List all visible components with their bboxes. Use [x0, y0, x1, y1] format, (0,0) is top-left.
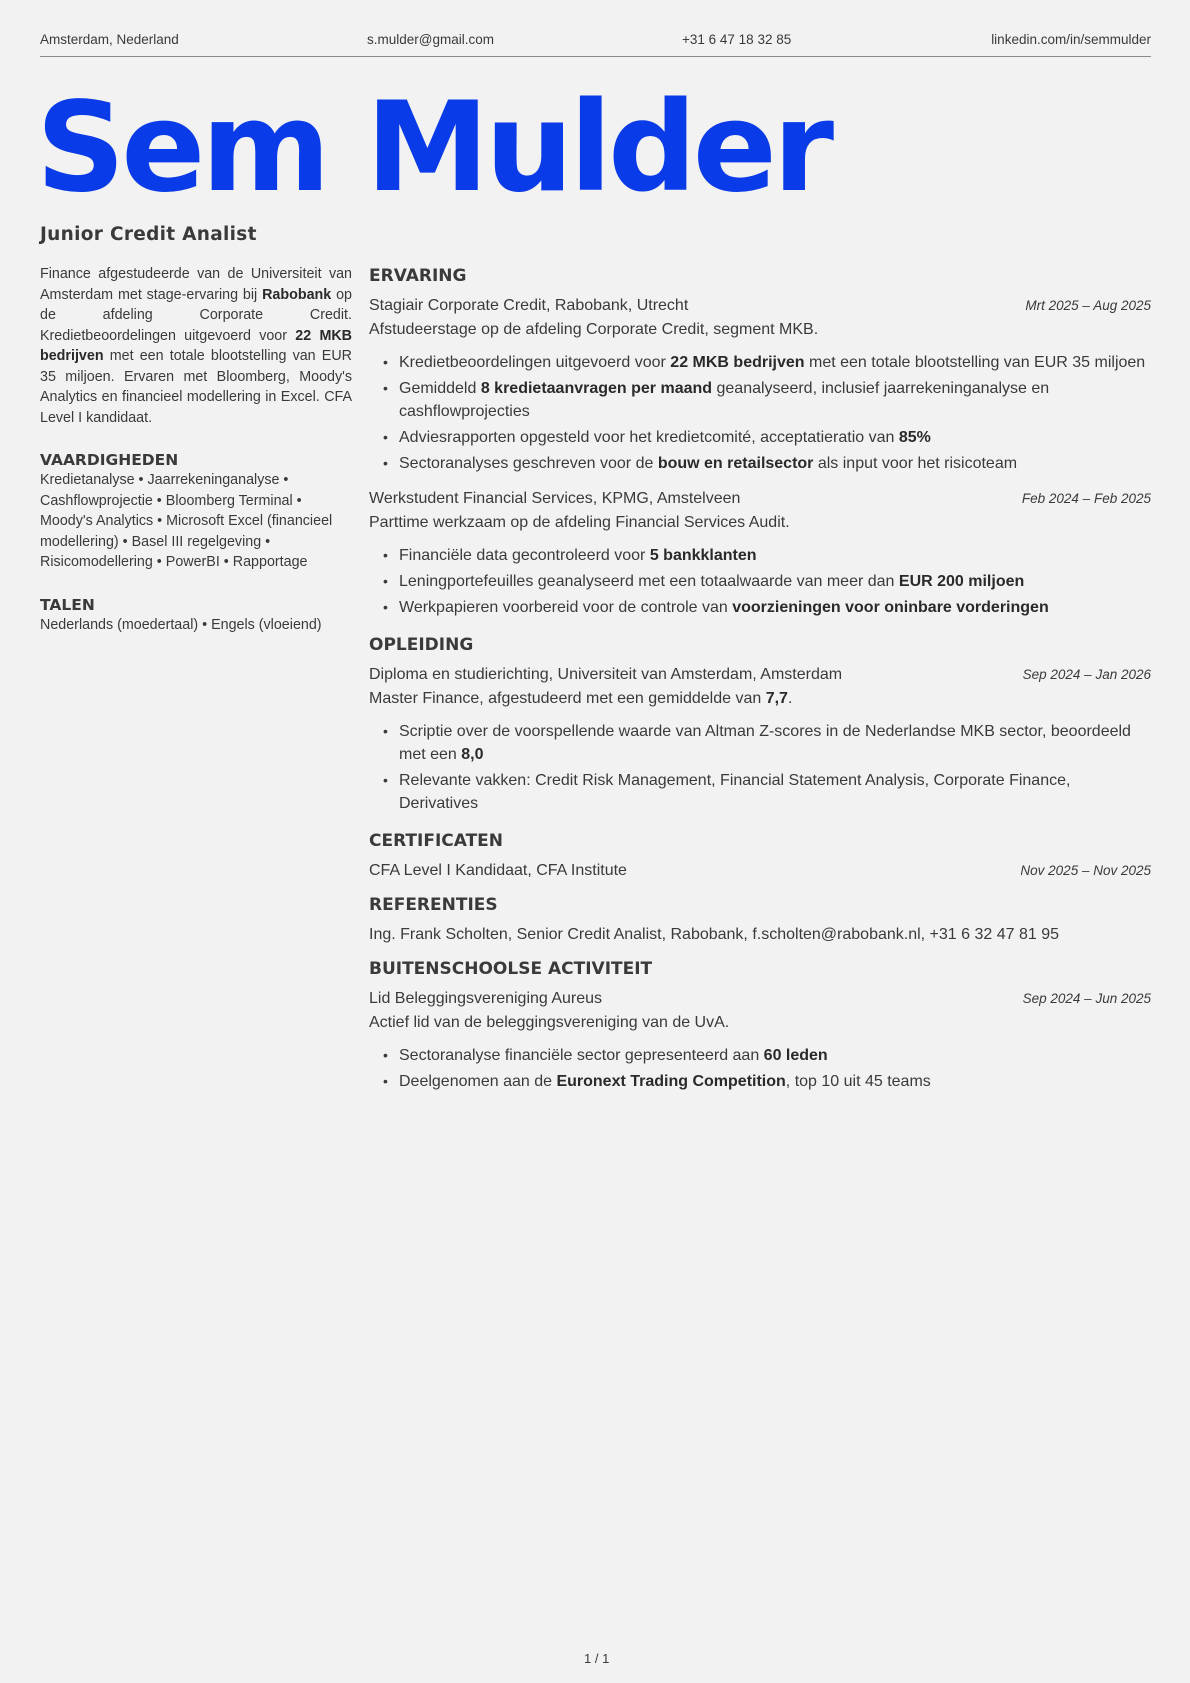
entry-heading: Lid Beleggingsvereniging Aureus	[369, 990, 603, 1007]
references-section	[369, 893, 1151, 947]
contact-email[interactable]: s.mulder@gmail.com	[367, 32, 494, 47]
bullet-item: • Gemiddeld 8 kredietaanvragen per maand geanalyseerd, inclusief jaarrekeninganalyse en cashflowprojecties	[369, 377, 1151, 423]
profile-summary	[40, 264, 352, 428]
entry-date: Sep 2024 – Jun 2025	[1022, 991, 1151, 1006]
activities-title: BUITENSCHOOLSE ACTIVITEIT	[369, 959, 653, 979]
left-column	[40, 264, 352, 635]
entry-bullets	[369, 544, 1151, 619]
bullet-item: • Sectoranalyse financiële sector gepresenteerd aan 60 leden	[369, 1044, 1151, 1067]
summary-text: met een totale blootstelling van EUR 35 miljoen. Ervaren met Bloomberg, Moody's Analytics en financieel modellering in Excel. CFA Level I kandidaat.	[40, 348, 352, 426]
bullet-item: • Scriptie over de voorspellende waarde van Altman Z-scores in de Nederlandse MKB sector, beoordeeld met een 8,0	[369, 720, 1151, 766]
certificates-section	[369, 829, 1151, 883]
experience-title: ERVARING	[369, 266, 467, 286]
contact-bar	[40, 32, 1151, 57]
references-title: REFERENTIES	[369, 895, 498, 915]
bullet-item: • Relevante vakken: Credit Risk Management, Financial Statement Analysis, Corporate Finance, Derivatives	[369, 769, 1151, 815]
bullet-item: • Financiële data gecontroleerd voor 5 bankklanten	[369, 544, 1151, 567]
candidate-headline: Junior Credit Analist	[40, 224, 257, 245]
entry-date: Mrt 2025 – Aug 2025	[1025, 298, 1151, 313]
entry-heading: Werkstudent Financial Services, KPMG, Amstelveen	[369, 490, 741, 507]
skills-title: VAARDIGHEDEN	[40, 451, 179, 469]
entry-date: Feb 2024 – Feb 2025	[1021, 491, 1151, 506]
activities-section	[369, 957, 1151, 1093]
summary-bold: 22 MKB bedrijven	[40, 327, 352, 364]
experience-entry	[369, 294, 1151, 475]
bullet-item: • Werkpapieren voorbereid voor de controle van voorzieningen voor oninbare vorderingen	[369, 596, 1151, 619]
contact-linkedin[interactable]: linkedin.com/in/semmulder	[991, 32, 1151, 47]
certificates-title: CERTIFICATEN	[369, 831, 504, 851]
resume-page	[36, 0, 1151, 1683]
entry-description: Afstudeerstage op de afdeling Corporate Credit, segment MKB.	[369, 321, 819, 338]
right-column	[369, 264, 1151, 1107]
entry-heading: Diploma en studierichting, Universiteit van Amsterdam, Amsterdam	[369, 666, 843, 683]
entry-bullets	[369, 351, 1151, 475]
bullet-item: • Kredietbeoordelingen uitgevoerd voor 22 MKB bedrijven met een totale blootstelling van EUR 35 miljoen	[369, 351, 1151, 374]
entry-description: Master Finance, afgestudeerd met een gemiddelde van 7,7.	[369, 690, 793, 707]
entry-bullets	[369, 1044, 1151, 1093]
experience-entry	[369, 487, 1151, 619]
entry-description: Actief lid van de beleggingsvereniging van de UvA.	[369, 1014, 730, 1031]
skills-list: Kredietanalyse • Jaarrekeninganalyse • Cashflowprojectie • Bloomberg Terminal • Moody's Analytics • Microsoft Excel (financieel modellering) • Basel III regelgeving • Risicomodellering • PowerBI • Rapportage	[40, 472, 333, 570]
contact-location: Amsterdam, Nederland	[40, 32, 179, 47]
education-title: OPLEIDING	[369, 635, 474, 655]
entry-date: Sep 2024 – Jan 2026	[1022, 667, 1151, 682]
summary-text: Finance afgestudeerde van de Universiteit van Amsterdam met stage-ervaring bij	[40, 266, 352, 303]
entry-heading: Stagiair Corporate Credit, Rabobank, Utrecht	[369, 297, 689, 314]
education-section	[369, 633, 1151, 815]
languages-list: Nederlands (moedertaal) • Engels (vloeiend)	[40, 616, 322, 633]
languages-title: TALEN	[40, 595, 95, 614]
experience-section	[369, 264, 1151, 619]
summary-text: op de afdeling Corporate Credit. Kredietbeoordelingen uitgevoerd voor	[40, 286, 352, 344]
reference-text: Ing. Frank Scholten, Senior Credit Analist, Rabobank, f.scholten@rabobank.nl, +31 6 32 47 81 95	[369, 926, 1060, 943]
bullet-item: • Sectoranalyses geschreven voor de bouw en retailsector als input voor het risicoteam	[369, 452, 1151, 475]
summary-bold: Rabobank	[262, 286, 332, 303]
entry-description: Parttime werkzaam op de afdeling Financial Services Audit.	[369, 514, 790, 531]
entry-heading: CFA Level I Kandidaat, CFA Institute	[369, 862, 627, 879]
entry-bullets	[369, 720, 1151, 815]
bullet-item: • Leningportefeuilles geanalyseerd met een totaalwaarde van meer dan EUR 200 miljoen	[369, 570, 1151, 593]
bullet-item: • Deelgenomen aan de Euronext Trading Competition, top 10 uit 45 teams	[369, 1070, 1151, 1093]
page-number: 1 / 1	[584, 1651, 610, 1666]
candidate-name: Sem Mulder	[36, 76, 830, 220]
bullet-item: • Adviesrapporten opgesteld voor het kredietcomité, acceptatieratio van 85%	[369, 426, 1151, 449]
entry-date: Nov 2025 – Nov 2025	[1020, 863, 1151, 878]
contact-phone[interactable]: +31 6 47 18 32 85	[682, 32, 792, 47]
